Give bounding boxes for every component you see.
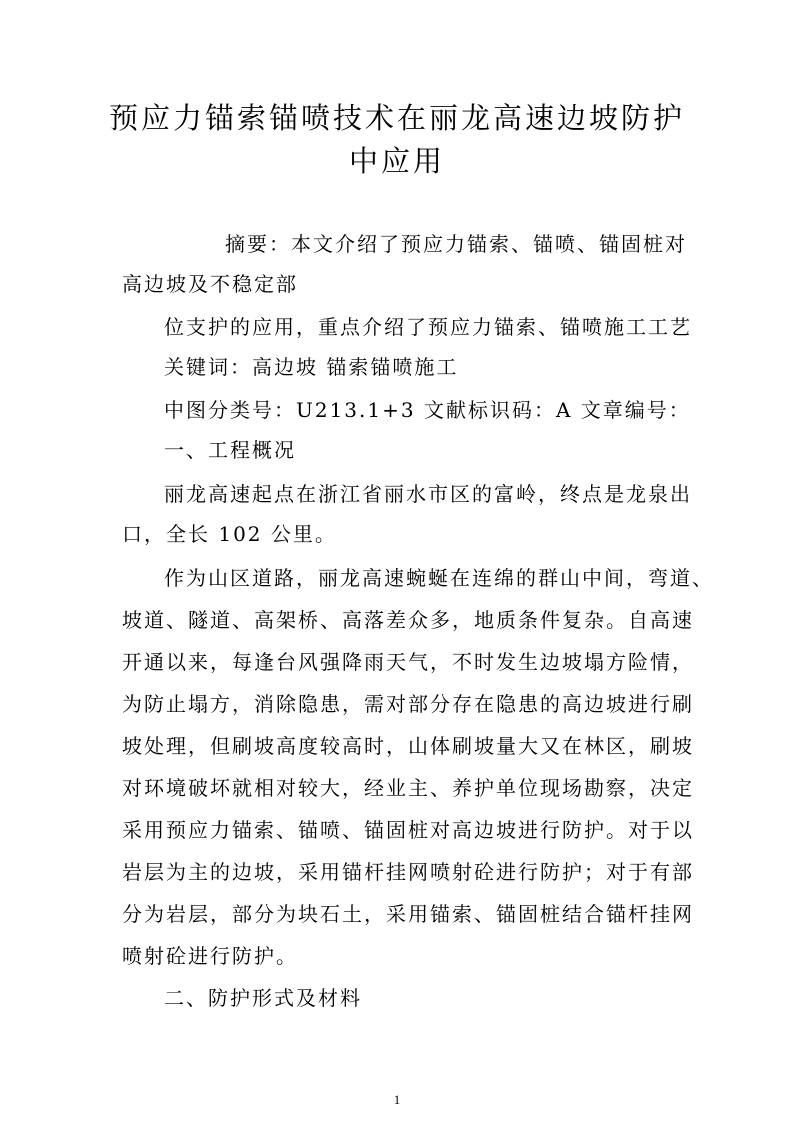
section-1-heading: 一、工程概况	[164, 438, 296, 462]
section-1-para-2-line: 作为山区道路，丽龙高速蜿蜒在连绵的群山中间，弯道、	[164, 566, 714, 590]
document-title-line-1: 预应力锚索锚喷技术在丽龙高速边坡防护	[108, 101, 685, 135]
section-1-para-2-line: 采用预应力锚索、锚喷、锚固桩对高边坡进行防护。对于以	[122, 818, 694, 842]
section-1-para-2-line: 坡处理，但刷坡高度较高时，山体刷坡量大又在林区，刷坡	[122, 734, 694, 758]
section-1-para-2-line: 岩层为主的边坡，采用锚杆挂网喷射砼进行防护；对于有部	[122, 860, 694, 884]
section-1-para-1-line: 口，全长 102 公里。	[122, 522, 337, 546]
section-1-para-2-line: 坡道、隧道、高架桥、高落差众多，地质条件复杂。自高速	[122, 608, 694, 632]
document-title-line-2: 中应用	[348, 144, 445, 178]
keywords-line: 关键词：高边坡 锚索锚喷施工	[164, 355, 459, 379]
classification-line: 中图分类号：U213.1+3 文献标识码：A 文章编号：	[164, 398, 691, 422]
section-1-para-1-line: 丽龙高速起点在浙江省丽水市区的富岭，终点是龙泉出	[164, 482, 692, 506]
page-number: 1	[393, 1092, 401, 1107]
section-1-para-2-line: 分为岩层，部分为块石土，采用锚索、锚固桩结合锚杆挂网	[122, 902, 694, 926]
section-1-para-2-line: 喷射砼进行防护。	[122, 944, 298, 968]
section-1-para-2-line: 为防止塌方，消除隐患，需对部分存在隐患的高边坡进行刷	[122, 692, 694, 716]
section-1-para-2-line: 对环境破坏就相对较大，经业主、养护单位现场勘察，决定	[122, 776, 694, 800]
abstract-line-1: 摘要：本文介绍了预应力锚索、锚喷、锚固桩对	[225, 232, 687, 256]
abstract-line-3: 位支护的应用，重点介绍了预应力锚索、锚喷施工工艺	[164, 315, 692, 339]
abstract-line-2: 高边坡及不稳定部	[122, 272, 298, 296]
section-2-heading: 二、防护形式及材料	[164, 986, 362, 1010]
section-1-para-2-line: 开通以来，每逢台风强降雨天气，不时发生边坡塌方险情，	[122, 650, 694, 674]
